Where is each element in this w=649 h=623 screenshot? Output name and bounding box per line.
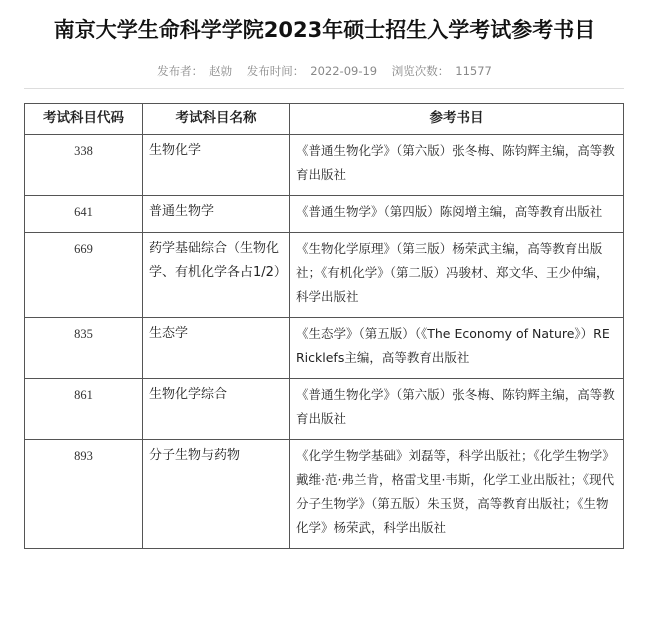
header-code: 考试科目代码 xyxy=(25,104,143,135)
view-count: 11577 xyxy=(455,64,492,78)
subject-code: 669 xyxy=(25,233,143,318)
table-row xyxy=(25,233,624,318)
subject-code: 338 xyxy=(25,135,143,196)
reference-books: 《普通生物学》（第四版）陈阅增主编，高等教育出版社 xyxy=(290,196,624,233)
table-row xyxy=(25,379,624,440)
table-row xyxy=(25,135,624,196)
reference-books: 《普通生物化学》（第六版）张冬梅、陈钧辉主编，高等教育出版社 xyxy=(290,379,624,440)
subject-name: 普通生物学 xyxy=(143,196,290,233)
book-list-table xyxy=(24,103,624,549)
date-label: 发布时间： xyxy=(246,64,305,78)
publish-date: 2022-09-19 xyxy=(310,64,378,78)
page-title: 南京大学生命科学学院2023年硕士招生入学考试参考书目 xyxy=(53,18,596,42)
header-books: 参考书目 xyxy=(290,104,624,135)
subject-code: 861 xyxy=(25,379,143,440)
subject-code: 641 xyxy=(25,196,143,233)
article-meta xyxy=(0,63,649,79)
subject-code: 835 xyxy=(25,318,143,379)
divider xyxy=(24,88,624,89)
table-row xyxy=(25,318,624,379)
reference-books: 《普通生物化学》（第六版）张冬梅、陈钧辉主编，高等教育出版社 xyxy=(290,135,624,196)
subject-name: 生态学 xyxy=(143,318,290,379)
reference-books: 《化学生物学基础》刘磊等，科学出版社；《化学生物学》戴维·范·弗兰肯，格雷戈里·韦斯，化学工业出版社；《现代分子生物学》（第五版）朱玉贤，高等教育出版社；《生物化学》杨荣武，科学出版社 xyxy=(290,440,624,549)
subject-name: 药学基础综合（生物化学、有机化学各占1/2） xyxy=(143,233,290,318)
views-label: 浏览次数： xyxy=(391,64,450,78)
table-row xyxy=(25,440,624,549)
subject-code: 893 xyxy=(25,440,143,549)
reference-books: 《生态学》（第五版）（《The Economy of Nature》）RE Ricklefs主编，高等教育出版社 xyxy=(290,318,624,379)
publisher-label: 发布者： xyxy=(157,64,204,78)
header-name: 考试科目名称 xyxy=(143,104,290,135)
reference-books: 《生物化学原理》（第三版）杨荣武主编，高等教育出版社；《有机化学》（第二版）冯骏材、郑文华、王少仲编，科学出版社 xyxy=(290,233,624,318)
publisher-name: 赵勍 xyxy=(209,64,233,78)
table-header-row xyxy=(25,104,624,135)
table-row xyxy=(25,196,624,233)
subject-name: 生物化学综合 xyxy=(143,379,290,440)
subject-name: 分子生物与药物 xyxy=(143,440,290,549)
subject-name: 生物化学 xyxy=(143,135,290,196)
